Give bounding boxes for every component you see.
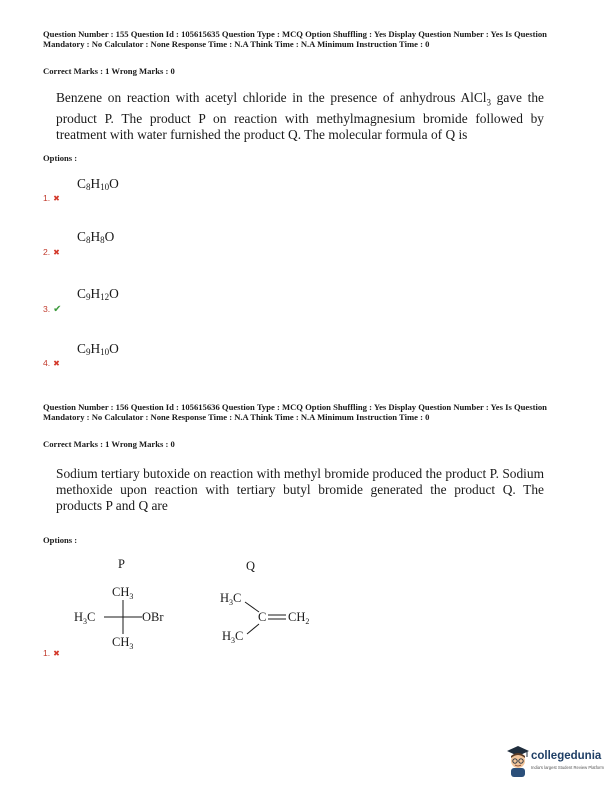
q155-option-1-formula[interactable]: $C_8H_{10}O$ bbox=[77, 176, 119, 192]
structure-p bbox=[74, 585, 164, 651]
p-left-h3c: $H_3C$ bbox=[74, 610, 96, 626]
q-alkene-carbon: C bbox=[258, 610, 267, 624]
collegedunia-tagline: India's largest Student Review Platform bbox=[531, 765, 604, 770]
q-ch2: $CH_2$ bbox=[288, 610, 310, 626]
q155-meta: Question Number : 155 Question Id : 105615635 Question Type : MCQ Option Shuffling : Yes Display Question Number : Yes Is Question Mandatory : No Calculator : None Response Time : N.A Think Time : N.A Minimum Instruction Time : 0 bbox=[43, 29, 547, 50]
q155-option-4-formula[interactable]: $C_9H_{10}O$ bbox=[77, 341, 119, 357]
structure-q bbox=[220, 591, 309, 645]
wrong-icon: ✖ bbox=[53, 248, 60, 257]
wrong-icon: ✖ bbox=[53, 359, 60, 368]
q156-marks: Correct Marks : 1 Wrong Marks : 0 bbox=[43, 439, 175, 449]
label-q: Q bbox=[246, 559, 256, 573]
wrong-icon: ✖ bbox=[53, 649, 60, 658]
q156-options-label: Options : bbox=[43, 535, 78, 545]
q155-options-label: Options : bbox=[43, 153, 78, 163]
correct-check-icon: ✔ bbox=[53, 304, 62, 315]
collegedunia-logo-text: collegedunia bbox=[531, 750, 602, 762]
p-bottom-ch3: $CH_3$ bbox=[112, 635, 134, 651]
q155-option-2-formula[interactable]: $C_8H_8O$ bbox=[77, 229, 115, 245]
q155-option-1-number: 1. ✖ bbox=[43, 193, 60, 203]
p-top-ch3: $CH_3$ bbox=[112, 585, 134, 601]
q156-option-1-number: 1. ✖ bbox=[43, 648, 60, 658]
q155-question-text: Benzene on reaction with acetyl chloride in the presence of anhydrous AlCl$_3$ gave the product P. The product P on reaction with methylmagnesium bromide followed by treatment with water furnished the product Q. The molecular formula of Q is bbox=[56, 90, 544, 143]
q155-option-4-number: 4. ✖ bbox=[43, 358, 60, 368]
label-p: P bbox=[118, 557, 125, 571]
wrong-icon: ✖ bbox=[53, 194, 60, 203]
q156-meta: Question Number : 156 Question Id : 105615636 Question Type : MCQ Option Shuffling : Yes Display Question Number : Yes Is Question Mandatory : No Calculator : None Response Time : N.A Think Time : N.A Minimum Instruction Time : 0 bbox=[43, 402, 547, 423]
q155-option-2-number: 2. ✖ bbox=[43, 247, 60, 257]
q155-option-3-formula[interactable]: $C_9H_{12}O$ bbox=[77, 286, 119, 302]
collegedunia-mascot-icon bbox=[505, 744, 531, 778]
p-right-obr: OBr bbox=[142, 610, 164, 624]
q156-option-1-structures[interactable] bbox=[62, 552, 362, 657]
q156-question-text: Sodium tertiary butoxide on reaction with methyl bromide produced the product P. Sodium methoxide upon reaction with tertiary butyl bromide generated the product Q. The products P and Q are bbox=[56, 466, 544, 514]
q-bottom-h3c: $H_3C$ bbox=[222, 629, 244, 645]
q155-marks: Correct Marks : 1 Wrong Marks : 0 bbox=[43, 66, 175, 76]
q-top-h3c: $H_3C$ bbox=[220, 591, 242, 607]
q155-option-3-number: 3. ✔ bbox=[43, 304, 62, 315]
